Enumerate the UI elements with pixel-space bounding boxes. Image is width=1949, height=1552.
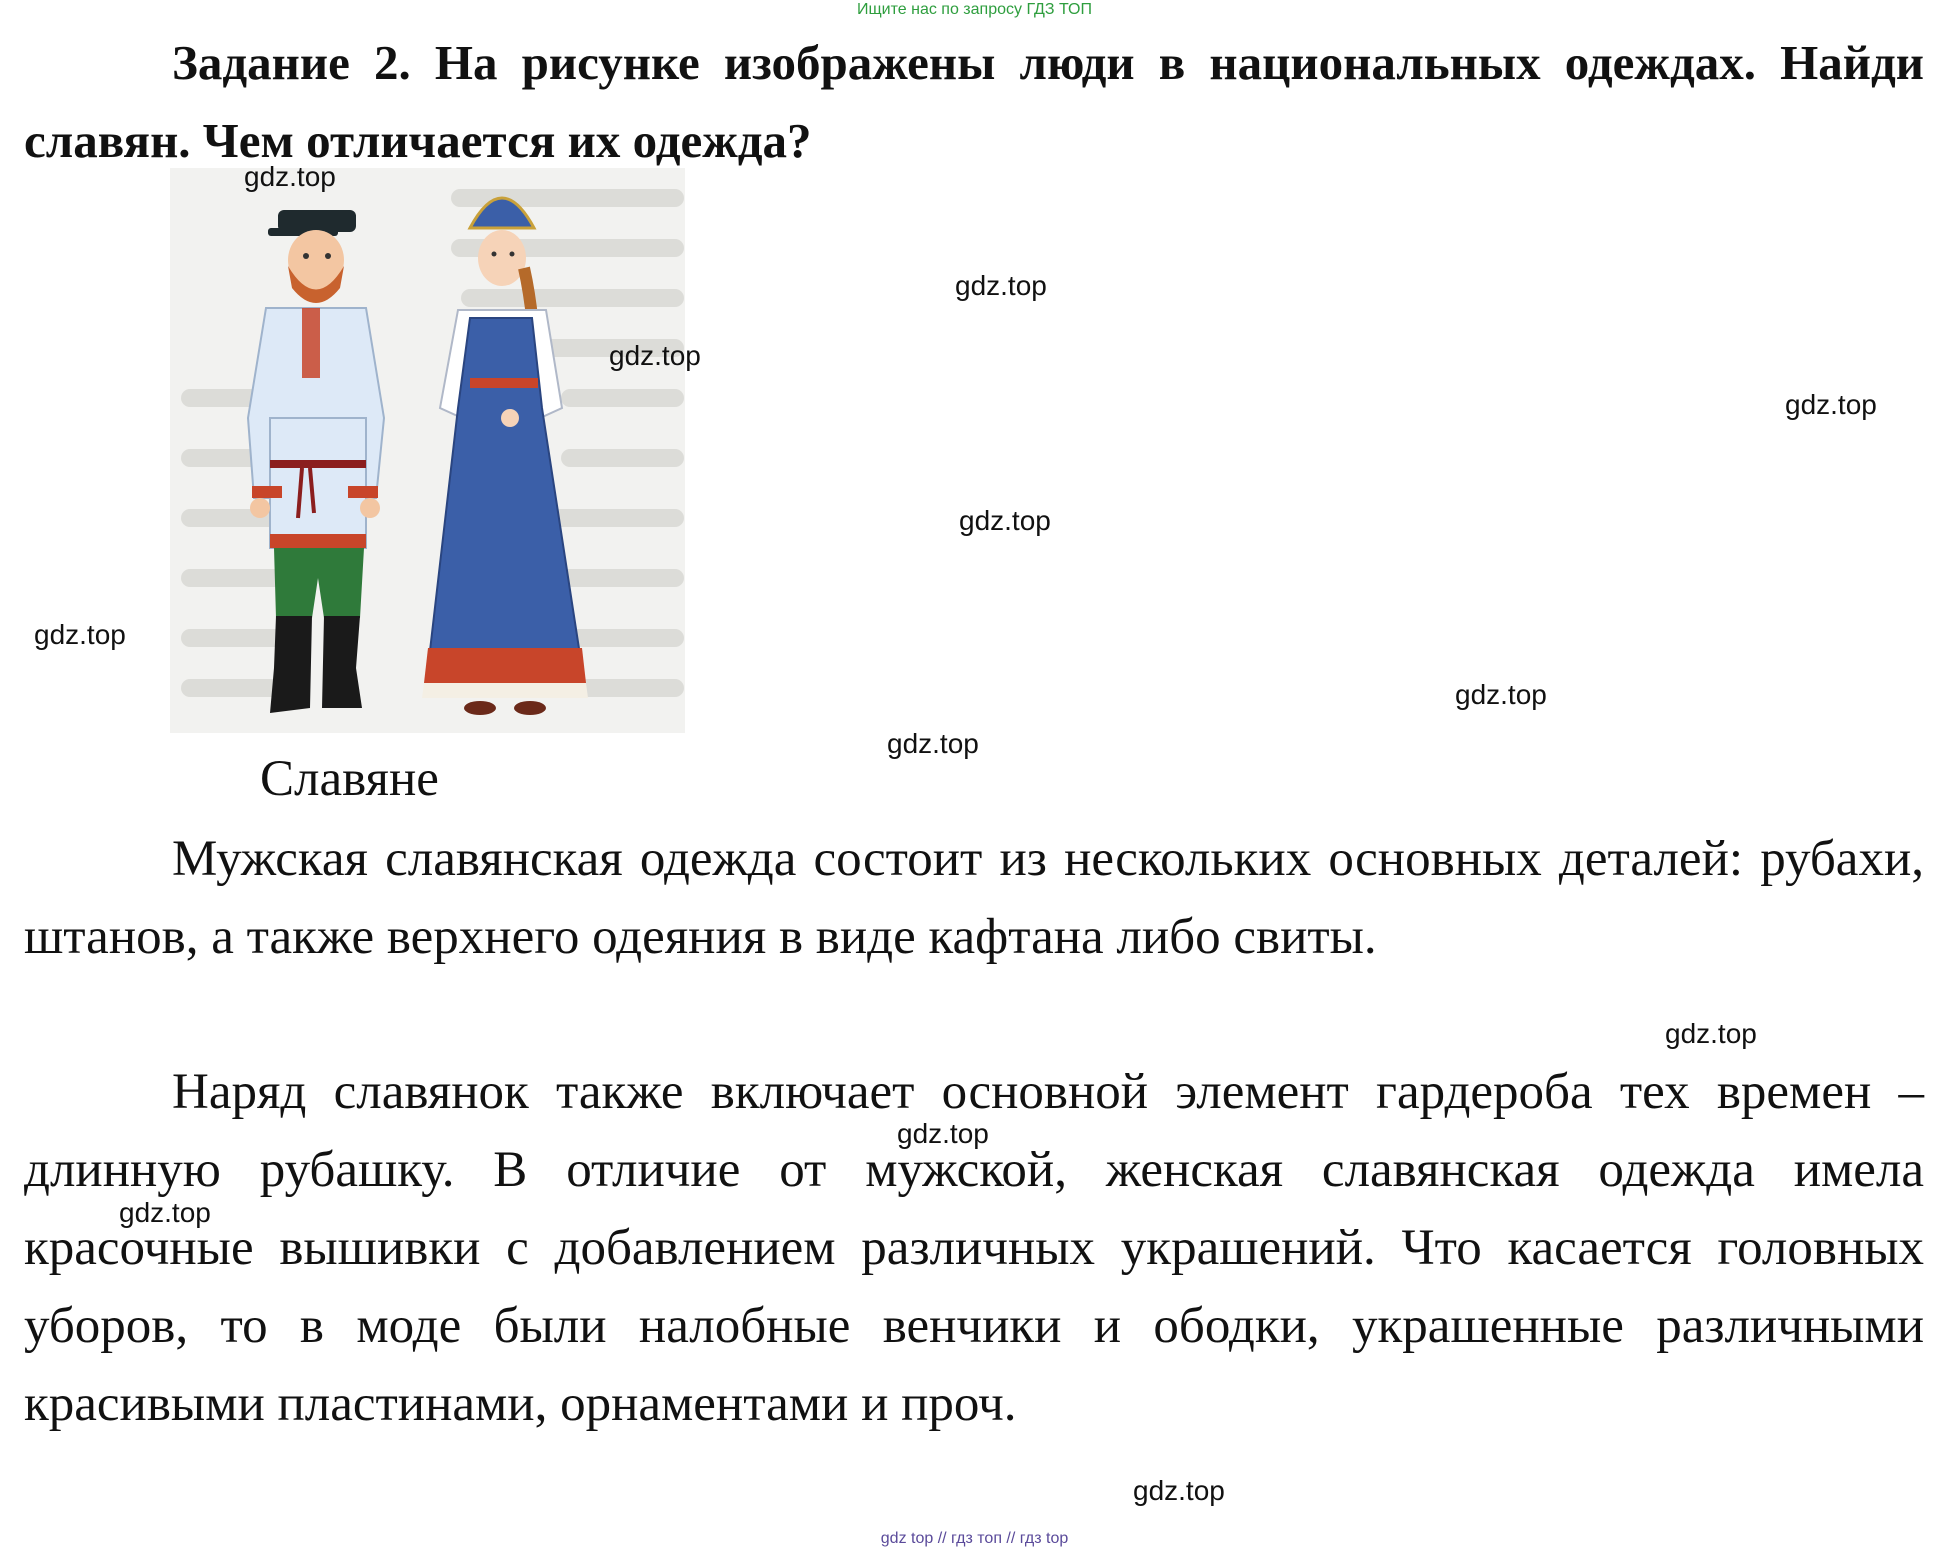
watermark: gdz.top [1455,679,1547,710]
answer-paragraph-women: Наряд славянок также включает основной элемент гардероба тех времен – длинную рубашку. В отличие от мужской, женская славянская одежда имела красочные вышивки с добавлением различных украшений. Что касается головных уборов, то в моде были налобные венчики и ободки, украшенные различными красивыми пластинами, орнаментами и проч. [24,1064,1924,1432]
answer-paragraph-men: Мужская славянская одежда состоит из нескольких основных деталей: рубахи, штанов, а также верхнего одеяния в виде кафтана либо свиты. [24,831,1924,965]
watermark: gdz.top [1785,389,1877,420]
task-title: Задание 2. На рисунке изображены люди в национальных одеждах. Найди славян. Чем отличается их одежда? [24,35,1924,168]
figure-caption: Славяне [260,751,439,807]
slavs-illustration [170,168,685,733]
watermark: gdz.top [244,161,336,192]
watermark: gdz.top [959,505,1051,536]
watermark: gdz.top [955,270,1047,301]
search-hint-link[interactable]: Ищите нас по запросу ГДЗ ТОП [857,1,1092,18]
watermark: gdz.top [34,619,126,650]
watermark: gdz.top [1133,1475,1225,1506]
footer-links[interactable]: gdz top // гдз топ // гдз top [880,1530,1069,1547]
watermark: gdz.top [119,1197,211,1228]
watermark: gdz.top [1665,1018,1757,1049]
watermark: gdz.top [609,340,701,371]
watermark: gdz.top [897,1118,989,1149]
watermark: gdz.top [887,728,979,759]
